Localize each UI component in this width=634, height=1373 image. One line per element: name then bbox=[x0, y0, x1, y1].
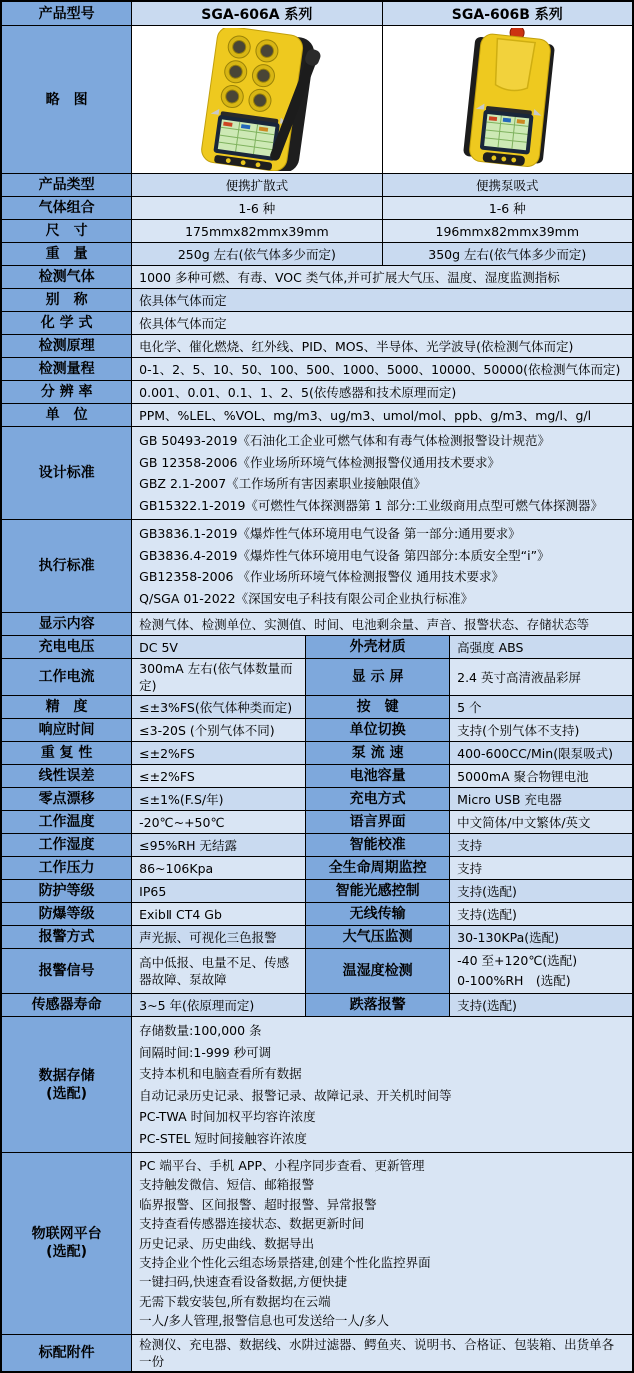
row-working-pressure-lifecycle bbox=[2, 856, 632, 879]
row-label: 检测气体 bbox=[2, 266, 131, 288]
value-2: 支持(选配) bbox=[449, 880, 632, 902]
design-standards-list bbox=[131, 427, 632, 519]
row-label: 重 量 bbox=[2, 243, 131, 265]
row-display-content bbox=[2, 612, 632, 635]
header-series-a: SGA-606A 系列 bbox=[131, 2, 381, 25]
row-value: 1000 多种可燃、有毒、VOC 类气体,并可扩展大气压、温度、湿度监测指标 bbox=[131, 266, 632, 288]
row-alias bbox=[2, 288, 632, 311]
row-sensor-life-drop-alarm bbox=[2, 993, 632, 1016]
row-chemical-formula bbox=[2, 311, 632, 334]
row-working-humidity-calibration bbox=[2, 833, 632, 856]
execution-standards-list bbox=[131, 520, 632, 612]
row-label-2: 智能光感控制 bbox=[305, 880, 449, 902]
row-label-2: 单位切换 bbox=[305, 719, 449, 741]
line-item: 历史记录、历史曲线、数据导出 bbox=[139, 1235, 315, 1251]
row-value: 0.001、0.01、0.1、1、2、5(依传感器和技术原理而定) bbox=[131, 381, 632, 403]
line-item: GB 50493-2019《石油化工企业可燃气体和有毒气体检测报警设计规范》 bbox=[139, 433, 550, 448]
row-label: 防护等级 bbox=[2, 880, 131, 902]
value-a: 250g 左右(依气体多少而定) bbox=[131, 243, 381, 265]
line-item: 数据存储 bbox=[38, 1067, 95, 1084]
line-item: 自动记录历史记录、报警记录、故障记录、开关机时间等 bbox=[139, 1087, 452, 1103]
value-a: 175mmx82mmx39mm bbox=[131, 220, 381, 242]
device-b-top-panel bbox=[492, 39, 535, 93]
row-label-2: 电池容量 bbox=[305, 765, 449, 787]
row-label-2: 跌落报警 bbox=[305, 994, 449, 1016]
row-label: 工作湿度 bbox=[2, 834, 131, 856]
value-2: 高强度 ABS bbox=[449, 636, 632, 658]
row-label: 分 辨 率 bbox=[2, 381, 131, 403]
line-item: PC-TWA 时间加权平均容许浓度 bbox=[139, 1109, 316, 1124]
row-label: 响应时间 bbox=[2, 719, 131, 741]
line-item: 支持触发微信、短信、邮箱报警 bbox=[139, 1177, 315, 1193]
sketch-label: 略 图 bbox=[2, 26, 131, 173]
row-ip-rating-light-sensing bbox=[2, 879, 632, 902]
row-label: 工作温度 bbox=[2, 811, 131, 833]
value-2: 支持 bbox=[449, 834, 632, 856]
line-item: 无需下载安装包,所有数据均在云端 bbox=[139, 1293, 331, 1309]
row-label-2: 语言界面 bbox=[305, 811, 449, 833]
value-1: 300mA 左右(依气体数量而定) bbox=[131, 659, 305, 695]
value-1: 高中低报、电量不足、传感器故障、泵故障 bbox=[131, 949, 305, 993]
row-label: 设计标准 bbox=[2, 427, 131, 519]
line-item: 物联网平台 bbox=[31, 1226, 102, 1243]
line-item: 存储数量:100,000 条 bbox=[139, 1023, 262, 1038]
row-label: 报警方式 bbox=[2, 926, 131, 948]
row-charging-voltage-shell bbox=[2, 635, 632, 658]
row-label-2: 按 键 bbox=[305, 696, 449, 718]
row-standard-accessories bbox=[2, 1334, 632, 1371]
row-value: 依具体气体而定 bbox=[131, 312, 632, 334]
line-item: PC-STEL 短时间接触容许浓度 bbox=[139, 1130, 307, 1146]
row-label-2: 显 示 屏 bbox=[305, 659, 449, 695]
line-item: 一人/多人管理,报警信息也可发送给一人/多人 bbox=[139, 1313, 390, 1329]
row-label: 执行标准 bbox=[2, 520, 131, 612]
row-value: PPM、%LEL、%VOL、mg/m3、ug/m3、umol/mol、ppb、g/m3、mg/l、g/l bbox=[131, 404, 632, 426]
header-row bbox=[2, 2, 632, 25]
row-label-2: 充电方式 bbox=[305, 788, 449, 810]
line-item: 临界报警、区间报警、超时报警、异常报警 bbox=[139, 1196, 377, 1212]
value-1: ≤95%RH 无结露 bbox=[131, 834, 305, 856]
line-item: GB 12358-2006《作业场所环境气体检测报警仪通用技术要求》 bbox=[139, 454, 500, 470]
row-value: 检测仪、充电器、数据线、水阱过滤器、鳄鱼夹、说明书、合格证、包装箱、出货单各一份 bbox=[131, 1335, 632, 1371]
row-label: 尺 寸 bbox=[2, 220, 131, 242]
value-2: 支持(选配) bbox=[449, 903, 632, 925]
row-label-2: 泵 流 速 bbox=[305, 742, 449, 764]
row-label: 检测原理 bbox=[2, 335, 131, 357]
row-label: 工作压力 bbox=[2, 857, 131, 879]
row-label: 传感器寿命 bbox=[2, 994, 131, 1016]
iot-platform-label bbox=[2, 1153, 131, 1334]
value-2: 支持 bbox=[449, 857, 632, 879]
row-label: 零点漂移 bbox=[2, 788, 131, 810]
value-1: ExibⅡ CT4 Gb bbox=[131, 903, 305, 925]
row-detection-principle bbox=[2, 334, 632, 357]
row-label: 充电电压 bbox=[2, 636, 131, 658]
value-2: 5 个 bbox=[449, 696, 632, 718]
value-2: 2.4 英寸高清液晶彩屏 bbox=[449, 659, 632, 695]
value-b: 196mmx82mmx39mm bbox=[382, 220, 632, 242]
value-1: 86~106Kpa bbox=[131, 857, 305, 879]
row-weight bbox=[2, 242, 632, 265]
row-units bbox=[2, 403, 632, 426]
value-2: 支持(个别气体不支持) bbox=[449, 719, 632, 741]
row-linearity-battery bbox=[2, 764, 632, 787]
line-item: GB3836.4-2019《爆炸性气体环境用电气设备 第四部分:本质安全型“i”》 bbox=[139, 547, 550, 563]
row-detected-gases bbox=[2, 265, 632, 288]
value-2: 400-600CC/Min(限泵吸式) bbox=[449, 742, 632, 764]
row-label: 工作电流 bbox=[2, 659, 131, 695]
line-item: 间隔时间:1-999 秒可调 bbox=[139, 1044, 272, 1060]
value-2 bbox=[449, 949, 632, 993]
value-1: -20℃~+50℃ bbox=[131, 811, 305, 833]
data-storage-label bbox=[2, 1017, 131, 1152]
row-label: 别 称 bbox=[2, 289, 131, 311]
row-label: 标配附件 bbox=[2, 1335, 131, 1371]
value-2: 支持(选配) bbox=[449, 994, 632, 1016]
value-1: ≤3-20S (个别气体不同) bbox=[131, 719, 305, 741]
value-1: ≤±2%FS bbox=[131, 765, 305, 787]
sga-606b-product-image bbox=[407, 28, 607, 171]
header-product-model-label: 产品型号 bbox=[2, 2, 131, 25]
line-item: (选配) bbox=[46, 1085, 87, 1102]
line-item: GB12358-2006 《作业场所环境气体检测报警仪 通用技术要求》 bbox=[139, 569, 504, 584]
row-alarm-signal-temp-humidity bbox=[2, 948, 632, 993]
value-a: 1-6 种 bbox=[131, 197, 381, 219]
value-b: 便携泵吸式 bbox=[382, 174, 632, 196]
row-data-storage bbox=[2, 1016, 632, 1152]
row-label: 精 度 bbox=[2, 696, 131, 718]
row-alarm-mode-pressure-monitor bbox=[2, 925, 632, 948]
row-dimensions bbox=[2, 219, 632, 242]
row-label-2: 温湿度检测 bbox=[305, 949, 449, 993]
row-value: 0-1、2、5、10、50、100、500、1000、5000、10000、50000(依检测气体而定) bbox=[131, 358, 632, 380]
value-1: ≤±3%FS(依气体种类而定) bbox=[131, 696, 305, 718]
line-item: GB3836.1-2019《爆炸性气体环境用电气设备 第一部分:通用要求》 bbox=[139, 526, 521, 541]
line-item: 支持查看传感器连接状态、数据更新时间 bbox=[139, 1216, 365, 1232]
value-a: 便携扩散式 bbox=[131, 174, 381, 196]
product-image-cell-b bbox=[382, 26, 632, 173]
row-label: 单 位 bbox=[2, 404, 131, 426]
row-label-2: 外壳材质 bbox=[305, 636, 449, 658]
line-item: 一键扫码,快速查看设备数据,方便快捷 bbox=[139, 1274, 348, 1290]
row-value: 依具体气体而定 bbox=[131, 289, 632, 311]
row-product-type bbox=[2, 173, 632, 196]
row-label: 检测量程 bbox=[2, 358, 131, 380]
value-1: 3~5 年(依原理而定) bbox=[131, 994, 305, 1016]
line-item: GBZ 2.1-2007《工作场所有害因素职业接触限值》 bbox=[139, 476, 427, 491]
row-value: 电化学、催化燃烧、红外线、PID、MOS、半导体、光学波导(依检测气体而定) bbox=[131, 335, 632, 357]
value-1: IP65 bbox=[131, 880, 305, 902]
line-item: 支持本机和电脑查看所有数据 bbox=[139, 1066, 302, 1081]
value-2: 30-130KPa(选配) bbox=[449, 926, 632, 948]
row-label: 线性误差 bbox=[2, 765, 131, 787]
row-gas-combination bbox=[2, 196, 632, 219]
row-label: 化 学 式 bbox=[2, 312, 131, 334]
product-image-cell-a bbox=[131, 26, 381, 173]
value-1: DC 5V bbox=[131, 636, 305, 658]
value-b: 1-6 种 bbox=[382, 197, 632, 219]
line-item: 支持企业个性化云组态场景搭建,创建个性化监控界面 bbox=[139, 1255, 431, 1271]
value-2: 中文简体/中文繁体/英文 bbox=[449, 811, 632, 833]
row-working-temp-language bbox=[2, 810, 632, 833]
header-series-b: SGA-606B 系列 bbox=[382, 2, 632, 25]
row-label: 报警信号 bbox=[2, 949, 131, 993]
line-item: 0-100%RH (选配) bbox=[457, 973, 571, 988]
row-design-standards bbox=[2, 426, 632, 519]
line-item: Q/SGA 01-2022《深国安电子科技有限公司企业执行标准》 bbox=[139, 590, 474, 606]
row-accuracy-buttons bbox=[2, 695, 632, 718]
row-label: 产品类型 bbox=[2, 174, 131, 196]
row-iot-platform bbox=[2, 1152, 632, 1334]
row-label: 显示内容 bbox=[2, 613, 131, 635]
value-1: ≤±1%(F.S/年) bbox=[131, 788, 305, 810]
line-item: GB15322.1-2019《可燃性气体探测器第 1 部分:工业级商用点型可燃气体探测器》 bbox=[139, 497, 604, 513]
row-detection-range bbox=[2, 357, 632, 380]
row-working-current-display bbox=[2, 658, 632, 695]
sga-606a-product-image bbox=[157, 28, 357, 171]
row-label-2: 大气压监测 bbox=[305, 926, 449, 948]
iot-platform-list bbox=[131, 1153, 632, 1334]
row-explosion-proof-wireless bbox=[2, 902, 632, 925]
row-label: 重 复 性 bbox=[2, 742, 131, 764]
value-b: 350g 左右(依气体多少而定) bbox=[382, 243, 632, 265]
value-2: Micro USB 充电器 bbox=[449, 788, 632, 810]
row-value: 检测气体、检测单位、实测值、时间、电池剩余量、声音、报警状态、存储状态等 bbox=[131, 613, 632, 635]
row-resolution bbox=[2, 380, 632, 403]
value-2: 5000mA 聚合物锂电池 bbox=[449, 765, 632, 787]
row-label-2: 全生命周期监控 bbox=[305, 857, 449, 879]
value-1: ≤±2%FS bbox=[131, 742, 305, 764]
line-item: (选配) bbox=[46, 1244, 87, 1261]
line-item: PC 端平台、手机 APP、小程序同步查看、更新管理 bbox=[139, 1158, 425, 1173]
row-label-2: 智能校准 bbox=[305, 834, 449, 856]
row-label: 气体组合 bbox=[2, 197, 131, 219]
sketch-row bbox=[2, 25, 632, 173]
line-item: -40 至+120℃(选配) bbox=[457, 953, 578, 968]
row-label-2: 无线传输 bbox=[305, 903, 449, 925]
value-1: 声光振、可视化三色报警 bbox=[131, 926, 305, 948]
row-response-time-unit-switch bbox=[2, 718, 632, 741]
row-repeatability-pump-flow bbox=[2, 741, 632, 764]
row-execution-standards bbox=[2, 519, 632, 612]
row-zero-drift-charging bbox=[2, 787, 632, 810]
data-storage-list bbox=[131, 1017, 632, 1152]
row-label: 防爆等级 bbox=[2, 903, 131, 925]
